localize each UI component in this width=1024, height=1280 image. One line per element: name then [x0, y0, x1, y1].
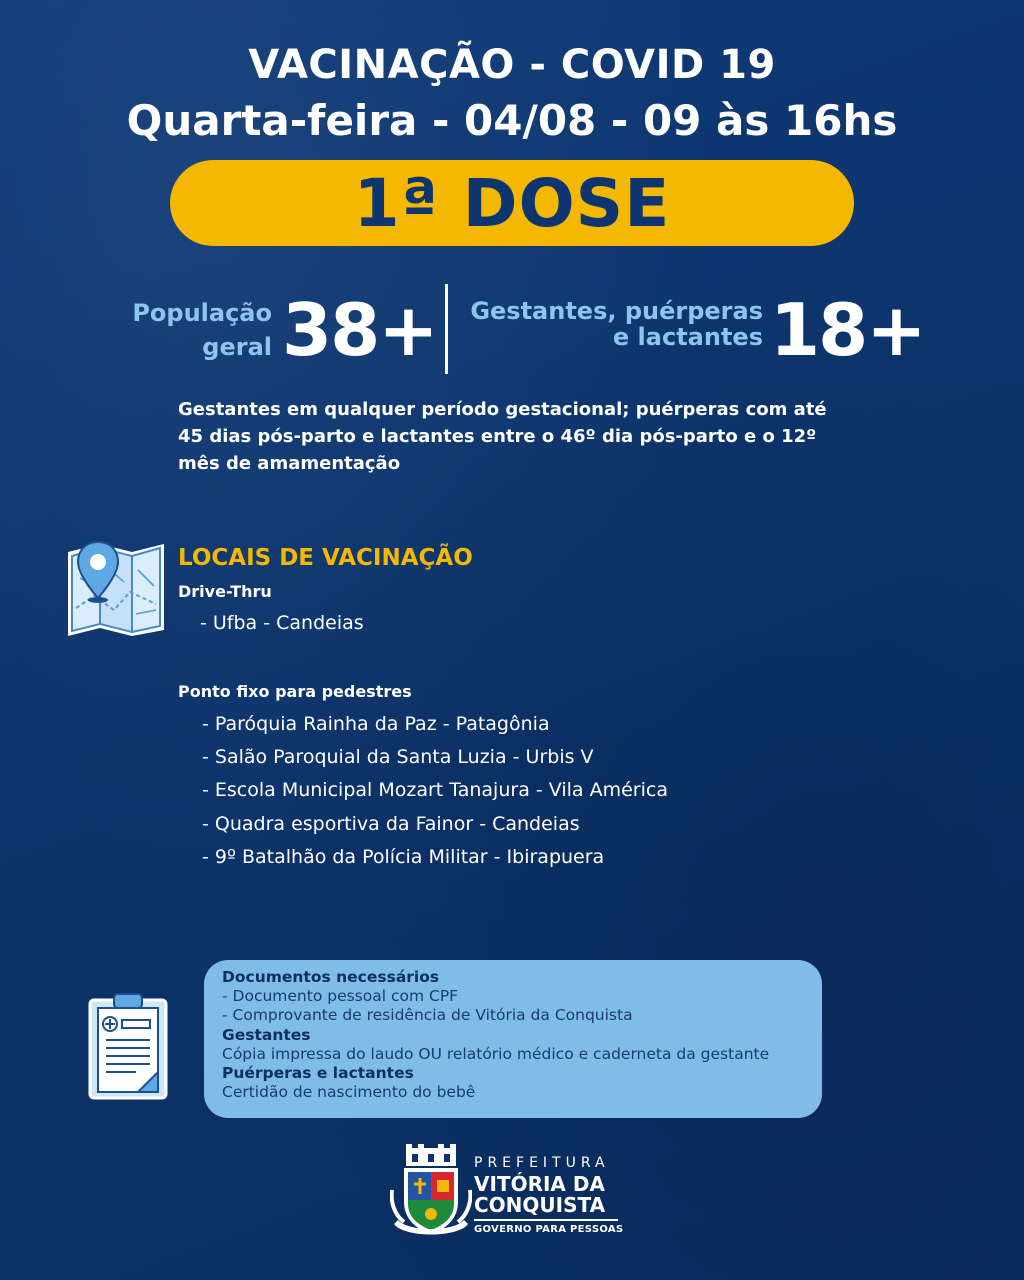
- documentos-box: [204, 960, 822, 1118]
- map-pin-icon: [64, 538, 168, 640]
- logo-prefeitura: PREFEITURA: [474, 1155, 610, 1171]
- note-line-1: Gestantes em qualquer período gestacional; puérperas com até: [178, 399, 827, 420]
- puerperas-docs-text: Certidão de nascimento do bebê: [222, 1083, 476, 1101]
- logo-name-line2: CONQUISTA: [474, 1193, 606, 1217]
- populacao-label-line2: geral: [202, 333, 272, 361]
- note-line-2: 45 dias pós-parto e lactantes entre o 46º dia pós-parto e o 12º: [178, 426, 817, 447]
- dose-badge: [170, 160, 854, 246]
- ponto-fixo-item: - Salão Paroquial da Santa Luzia - Urbis V: [202, 746, 594, 768]
- ponto-fixo-item: - Quadra esportiva da Fainor - Candeias: [202, 813, 580, 835]
- gestantes-docs-heading: Gestantes: [222, 1026, 311, 1044]
- city-crest-icon: [390, 1144, 472, 1248]
- note-line-3: mês de amamentação: [178, 453, 401, 474]
- ponto-fixo-item: - Escola Municipal Mozart Tanajura - Vila América: [202, 779, 668, 801]
- documentos-item: - Comprovante de residência de Vitória da Conquista: [222, 1006, 633, 1024]
- logo-divider: [474, 1219, 618, 1221]
- populacao-age: 38+: [282, 288, 437, 372]
- ponto-fixo-item: - Paróquia Rainha da Paz - Patagônia: [202, 713, 550, 735]
- puerperas-docs-heading: Puérperas e lactantes: [222, 1064, 414, 1082]
- poster-date-time: Quarta-feira - 04/08 - 09 às 16hs: [126, 96, 898, 145]
- gestantes-label-line2: e lactantes: [612, 323, 763, 351]
- ponto-fixo-item: - 9º Batalhão da Polícia Militar - Ibirapuera: [202, 846, 605, 868]
- documentos-heading: Documentos necessários: [222, 968, 440, 986]
- poster-title: VACINAÇÃO - COVID 19: [248, 42, 776, 88]
- gestantes-age: 18+: [770, 288, 925, 372]
- drive-thru-item: - Ufba - Candeias: [200, 612, 364, 634]
- gestantes-note: [178, 396, 878, 477]
- populacao-label-line1: População: [132, 299, 272, 327]
- locais-title: LOCAIS DE VACINAÇÃO: [178, 545, 473, 571]
- ponto-fixo-heading: Ponto fixo para pedestres: [178, 682, 412, 701]
- logo-tagline: GOVERNO PARA PESSOAS: [474, 1224, 624, 1235]
- logo-city-name: [474, 1174, 605, 1216]
- clipboard-icon: [88, 992, 168, 1104]
- populacao-label: [100, 296, 272, 364]
- drive-thru-heading: Drive-Thru: [178, 582, 272, 601]
- logo-name-line1: VITÓRIA DA: [474, 1172, 605, 1196]
- gestantes-docs-text: Cópia impressa do laudo OU relatório médico e caderneta da gestante: [222, 1045, 770, 1063]
- documentos-item: - Documento pessoal com CPF: [222, 987, 459, 1005]
- group-divider: [445, 284, 448, 374]
- gestantes-label: [455, 298, 763, 350]
- dose-label: 1ª DOSE: [353, 164, 671, 242]
- gestantes-label-line1: Gestantes, puérperas: [470, 297, 763, 325]
